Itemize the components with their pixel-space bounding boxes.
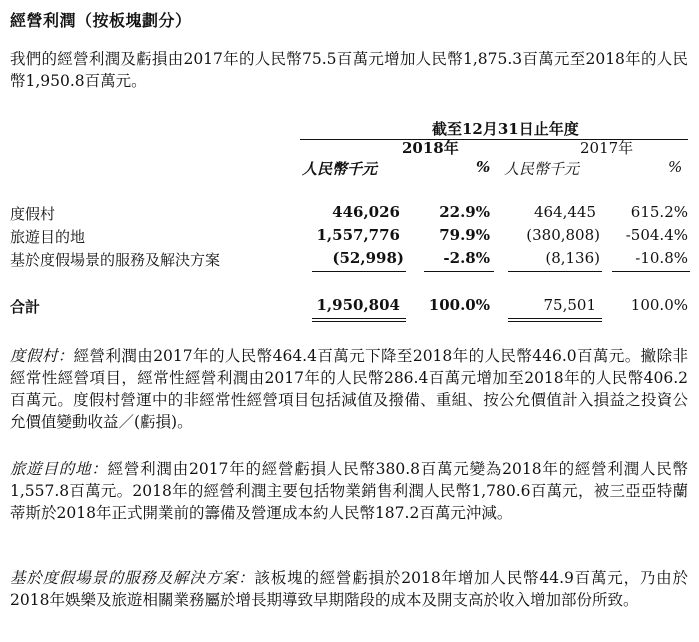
total-double-rule-2018-b <box>312 321 406 322</box>
services-paragraph <box>10 567 688 611</box>
destinations-lead: 旅遊目的地： <box>10 460 108 478</box>
pct-2018-header: % <box>476 158 491 176</box>
total-double-rule-2018-a <box>312 318 406 319</box>
total-double-rule-2017-a <box>508 318 602 319</box>
services-text: 該板塊的經營虧損於2018年增加人民幣44.9百萬元，乃由於2018年娛樂及旅遊相關業務屬於增長期導致早期階段的成本及開支高於收入增加部份所致。 <box>10 569 688 609</box>
subtotal-rule-2017-pct <box>612 271 690 272</box>
intro-paragraph: 我們的經營利潤及虧損由2017年的人民幣75.5百萬元增加人民幣1,875.3百萬元至2018年的人民幣1,950.8百萬元。 <box>10 50 688 90</box>
subtotal-rule-2018 <box>312 271 406 272</box>
row-label-services: 基於度假場景的服務及解決方案 <box>10 251 221 269</box>
section-heading: 經營利潤（按板塊劃分） <box>10 11 192 30</box>
row-destinations-2018-pct: 79.9% <box>439 226 490 244</box>
unit-2017-header: 人民幣千元 <box>504 160 580 178</box>
total-2017: 75,501 <box>543 296 596 314</box>
total-label: 合計 <box>10 298 41 316</box>
total-2018-pct: 100.0% <box>428 296 490 314</box>
row-resorts-2017-pct: 615.2% <box>630 203 688 221</box>
row-resorts-2017: 464,445 <box>533 203 596 221</box>
row-destinations-2017: (380,808) <box>526 226 600 244</box>
row-services-2018: (52,998) <box>332 249 404 267</box>
year-2017-header: 2017年 <box>580 139 634 157</box>
total-double-rule-2017-b <box>508 321 602 322</box>
row-services-2018-pct: -2.8% <box>443 249 490 267</box>
subtotal-rule-2017 <box>508 271 602 272</box>
services-lead: 基於度假場景的服務及解決方案： <box>10 569 255 587</box>
row-label-resorts: 度假村 <box>10 205 56 223</box>
row-resorts-2018: 446,026 <box>332 203 400 221</box>
pct-2017-header: % <box>668 158 683 176</box>
total-2018: 1,950,804 <box>316 296 400 314</box>
year-2018-header: 2018年 <box>402 139 459 157</box>
total-2017-pct: 100.0% <box>630 296 688 314</box>
period-header: 截至12月31日止年度 <box>432 120 579 138</box>
destinations-paragraph <box>10 458 688 524</box>
unit-2018-header: 人民幣千元 <box>302 160 378 178</box>
resorts-lead: 度假村： <box>10 347 74 365</box>
resorts-text: 經營利潤由2017年的人民幣464.4百萬元下降至2018年的人民幣446.0百萬元。撇除非經常性經營項目，經常性經營利潤由2017年的人民幣286.4百萬元增加至2018年的人民幣406.2百萬元。度假村營運中的非經常性經營項目包括減值及撥備、重組、按公允價值計入損益之投資公允價值變動收益／(虧損)。 <box>10 347 688 431</box>
row-services-2017-pct: -10.8% <box>635 249 688 267</box>
row-resorts-2018-pct: 22.9% <box>439 203 490 221</box>
subtotal-rule-2018-pct <box>424 271 494 272</box>
destinations-text: 經營利潤由2017年的經營虧損人民幣380.8百萬元變為2018年的經營利潤人民幣1,557.8百萬元。2018年的經營利潤主要包括物業銷售利潤人民幣1,780.6百萬元，被三亞亞特蘭蒂斯於2018年正式開業前的籌備及營運成本約人民幣187.2百萬元沖減。 <box>10 460 688 522</box>
row-destinations-2017-pct: -504.4% <box>625 226 688 244</box>
row-destinations-2018: 1,557,776 <box>316 226 400 244</box>
row-services-2017: (8,136) <box>545 249 600 267</box>
row-label-destinations: 旅遊目的地 <box>10 228 86 246</box>
resorts-paragraph <box>10 345 688 433</box>
